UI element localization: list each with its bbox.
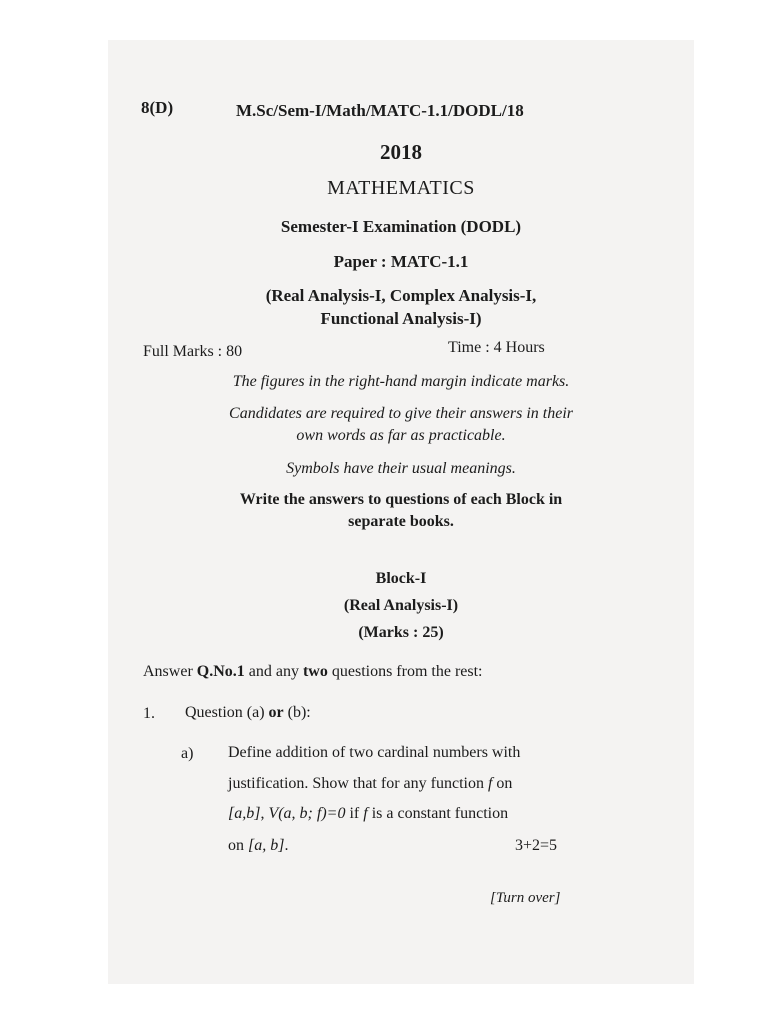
- question-1-suffix: (b):: [283, 704, 311, 721]
- q1a-line3-var: V(a, b; f)=0: [268, 805, 346, 822]
- turn-over: [Turn over]: [490, 890, 561, 906]
- question-1a-line-2: [228, 775, 512, 793]
- answer-prefix: Answer: [143, 663, 197, 680]
- q1a-line4-interval: [a, b]: [248, 837, 285, 854]
- question-1-text: [185, 704, 311, 722]
- question-1a-line-1: Define addition of two cardinal numbers with: [228, 744, 521, 761]
- q1a-line4-on: on: [228, 837, 248, 854]
- q1a-line3-rest: is a constant function: [367, 805, 509, 822]
- subject-title: MATHEMATICS: [327, 177, 475, 199]
- paper-code: M.Sc/Sem-I/Math/MATC-1.1/DODL/18: [236, 101, 524, 120]
- own-words-line-1: Candidates are required to give their answers in their: [229, 405, 573, 422]
- exam-page: [108, 40, 694, 984]
- symbols-note: Symbols have their usual meanings.: [286, 460, 516, 477]
- q1a-line3-sep: ,: [260, 805, 269, 822]
- paper-name: Paper : MATC-1.1: [333, 252, 469, 271]
- question-1-or: or: [268, 704, 284, 721]
- separate-books-line-1: Write the answers to questions of each Block in: [239, 491, 563, 508]
- q1a-line3-if: if: [345, 805, 364, 822]
- topics-line-2: Functional Analysis-I): [320, 309, 482, 328]
- question-1a-marks: 3+2=5: [515, 837, 558, 854]
- q1a-line2-text: justification. Show that for any function: [228, 775, 488, 792]
- question-1a-line-3: [228, 805, 508, 823]
- answer-middle: and any: [244, 663, 303, 680]
- own-words-line-2: own words as far as practicable.: [296, 427, 506, 444]
- answer-qno: Q.No.1: [196, 663, 245, 680]
- margin-note: The figures in the right-hand margin indicate marks.: [232, 373, 570, 390]
- question-1-number: 1.: [143, 705, 155, 722]
- q1a-line3-f: f: [363, 805, 368, 822]
- topics-line-1: (Real Analysis-I, Complex Analysis-I,: [265, 286, 537, 305]
- answer-suffix: questions from the rest:: [327, 663, 483, 680]
- q1a-line4-end: .: [284, 837, 289, 854]
- q1a-line3-interval: [a,b]: [228, 805, 261, 822]
- question-1-prefix: Question (a): [185, 704, 269, 721]
- separate-books-line-2: separate books.: [348, 513, 454, 530]
- exam-name: Semester-I Examination (DODL): [280, 217, 522, 236]
- question-1a-line-4: [228, 837, 288, 855]
- answer-two: two: [302, 663, 328, 680]
- full-marks: Full Marks : 80: [143, 343, 243, 360]
- time-allowed: Time : 4 Hours: [448, 339, 545, 356]
- block-title: Block-I: [375, 570, 427, 587]
- block-subtitle: (Real Analysis-I): [343, 597, 459, 614]
- answer-instruction: [143, 663, 483, 681]
- exam-year: 2018: [380, 140, 422, 164]
- q1a-line2-f: f: [487, 775, 493, 792]
- question-1a-label: a): [181, 745, 194, 762]
- set-code: 8(D): [141, 98, 174, 117]
- block-marks: (Marks : 25): [358, 624, 444, 641]
- q1a-line2-end: on: [492, 775, 513, 792]
